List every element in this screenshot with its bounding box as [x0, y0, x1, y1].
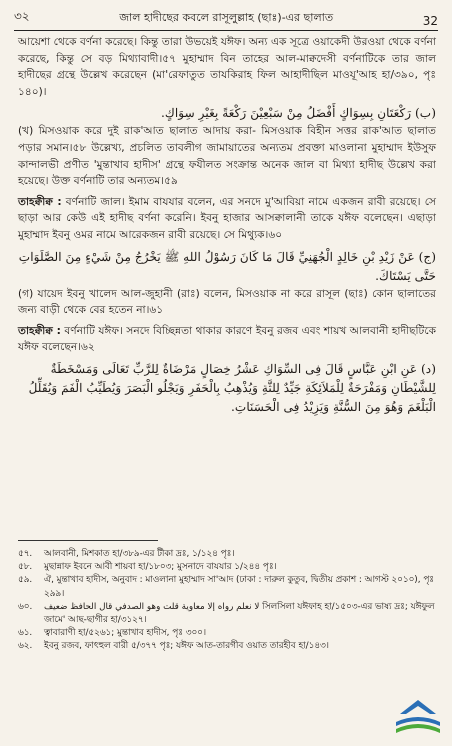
tahqiq-label: তাহক্বীক্ব : — [18, 324, 61, 337]
footnotes — [18, 548, 436, 654]
footnote-item: ৬০. لا نعلم رواه إلا معاوية قلت وهو الصدفي قال الحافظ ضعيف সিলসিলা যঈফাহ হা/১৫০৩-এর ভাষ্য দ্রঃ; যঈফুল জামে' আছ-ছাগীর হা/৩১২৭। — [18, 601, 435, 626]
running-header — [14, 8, 438, 31]
tahqiq-2 — [18, 323, 436, 356]
arabic-hadith-j: (ج) عَنْ زَيْدِ بْنِ خَالِدٍ الْجُهَنِيِّ قَالَ مَا كَانَ رَسُوْلُ اللهِ ﷺ يَخْرُجُ مِنْ شَيْءٍ مِنَ الصَّلَوَاتِ حَتَّى يَسْتَاكَ. — [18, 249, 436, 283]
tahqiq-label: তাহক্বীক্ব : — [18, 195, 62, 208]
footnote-item: ৫৯. ঐ, মুন্তাখাব হাদীস, অনুবাদ : মাওলানা মুহাম্মাদ সা'আদ (ঢাকা : দারুল কুতুব, দ্বিতীয় প্রকাশ : আগস্ট ২০১০), পৃঃ ২৯৯। — [18, 575, 434, 599]
footnote-item: ৬২. ইবনু রজব, ফাৎহুল বারী ৫/৩৭৭ পৃঃ; যঈফ আত-তারগীব ওয়াত তারহীব হা/১৪৩। — [18, 641, 329, 652]
footnote-divider — [18, 540, 158, 541]
arabic-hadith-d: (د) عَنِ ابْنِ عَبَّاسٍ قَالَ فِى السِّوَاكِ عَشْرُ خِصَالٍ مَرْضَاةٌ لِلرَّبِّ تَعَالَى وَمَسْخَطَةٌ لِلشَّيْطَانِ وَمَفْرَحَةٌ لِلْمَلاَئِكَةِ جَيِّدٌ لِلثَّةِ وَيُذْهِبُ بِالْحَفَرِ وَيَجْلُو الْبَصَرَ وَيُطَيِّبُ الْفَمَ وَيُقَلِّلُ الْبَلْغَمَ وَهُوَ مِنَ السُّنَّةِ وَيَزِيْدُ فِى الْحَسَنَاتِ. — [28, 361, 436, 414]
paragraph-4: (গ) যায়েদ ইবনু খালেদ আল-জুহানী (রাঃ) বলেন, মিসওয়াক না করে রাসূল (ছাঃ) কোন ছালাতের জন্য বাড়ী থেকে বের হতেন না।৬১ — [18, 287, 436, 317]
page-number-bengali: ৩২ — [14, 9, 30, 23]
tahqiq-1-text: বর্ণনাটি জাল। ইমাম বাযযার বলেন, এর সনদে মু'আবিয়া নামে একজন রাবী রয়েছে। সে ছাড়া আর কেউ এই হাদীছ বর্ণনা করেনি। ইবনু হাজার আসক্বালানী তাকে যঈফ বলেছেন। এছাড়া মুহাম্মাদ ইবনু ওমর নামে আরেকজন রাবী রয়েছে। সে মিথ্যুক।৬০ — [18, 195, 436, 241]
main-text — [18, 34, 436, 417]
footnote-item: ৬১. ত্বাবারাণী হা/৫২৬১; মুন্তাখাব হাদীস, পৃঃ ৩০০। — [18, 628, 207, 639]
arabic-hadith-b: (ب) رَكْعَتَانِ بِسِوَاكٍ أَفْضَلُ مِنْ سَبْعِيْنَ رَكْعَةً بِغَيْرِ سِوَاكٍ. — [160, 106, 436, 121]
tahqiq-2-text: বর্ণনাটি যঈফ। সনদে বিচ্ছিন্নতা থাকার কারণে ইবনু রজব এবং শায়খ আলবানী হাদীছটিকে যঈফ বলেছেন।৬২ — [18, 324, 436, 354]
paragraph-1: আয়েশা থেকে বর্ণনা করেছে। কিন্তু তারা উভয়েই যঈফ। অন্য এক সূত্রে ওয়াকেদী উরওয়া থেকে বর্ণনা করেছে, কিন্তু সে বড় মিথ্যাবাদী।৫৭ মুহাম্মাদ বিন তাহের আল-মাক্বদেসী বর্ণনাটিকে তার জাল হাদীছের গ্রন্থে উল্লেখ করেছেন (মা'রেফাতুত তাযকিরাহ ফিল আহাদীছিল মাওযূ'আহ হা/৩৯০, পৃঃ ১৪০)। — [18, 36, 436, 98]
tahqiq-1 — [18, 194, 436, 244]
running-title: জাল হাদীছের কবলে রাসূলুল্লাহ (ছাঃ)-এর ছালাত — [119, 11, 334, 24]
publisher-logo-icon — [392, 698, 444, 738]
page-number: 32 — [422, 14, 438, 28]
paragraph-2: (খ) মিসওয়াক করে দুই রাক'আত ছালাত আদায় করা- মিসওয়াক বিহীন সত্তর রাক'আত ছালাত পড়ার সমান।৫৮ উল্লেখ্য, প্রচলিত তাবলীগ জামায়াতের অন্যতম প্রবক্তা মাওলানা মুহাম্মাদ ইউসুফ কান্দালভী প্রণীত 'মুন্তাখাব হাদীস' গ্রন্থে ফযীলত সংক্রান্ত অনেক জাল বা মিথ্যা হাদীছ উল্লেখ করা হয়েছে। উক্ত বর্ণনাটি তার অন্যতম।৫৯ — [18, 125, 436, 188]
footnote-item: ৫৮. মুছান্নাফ ইবনে আবী শায়বা হা/১৮০৩; মুসনাদে বাযযার ১/২৪৪ পৃঃ। — [18, 562, 277, 573]
footnote-item: ৫৭. আলবানী, মিশকাত হা/৩৮৯-এর টীকা দ্রঃ, ১/১২৪ পৃঃ। — [18, 549, 235, 559]
